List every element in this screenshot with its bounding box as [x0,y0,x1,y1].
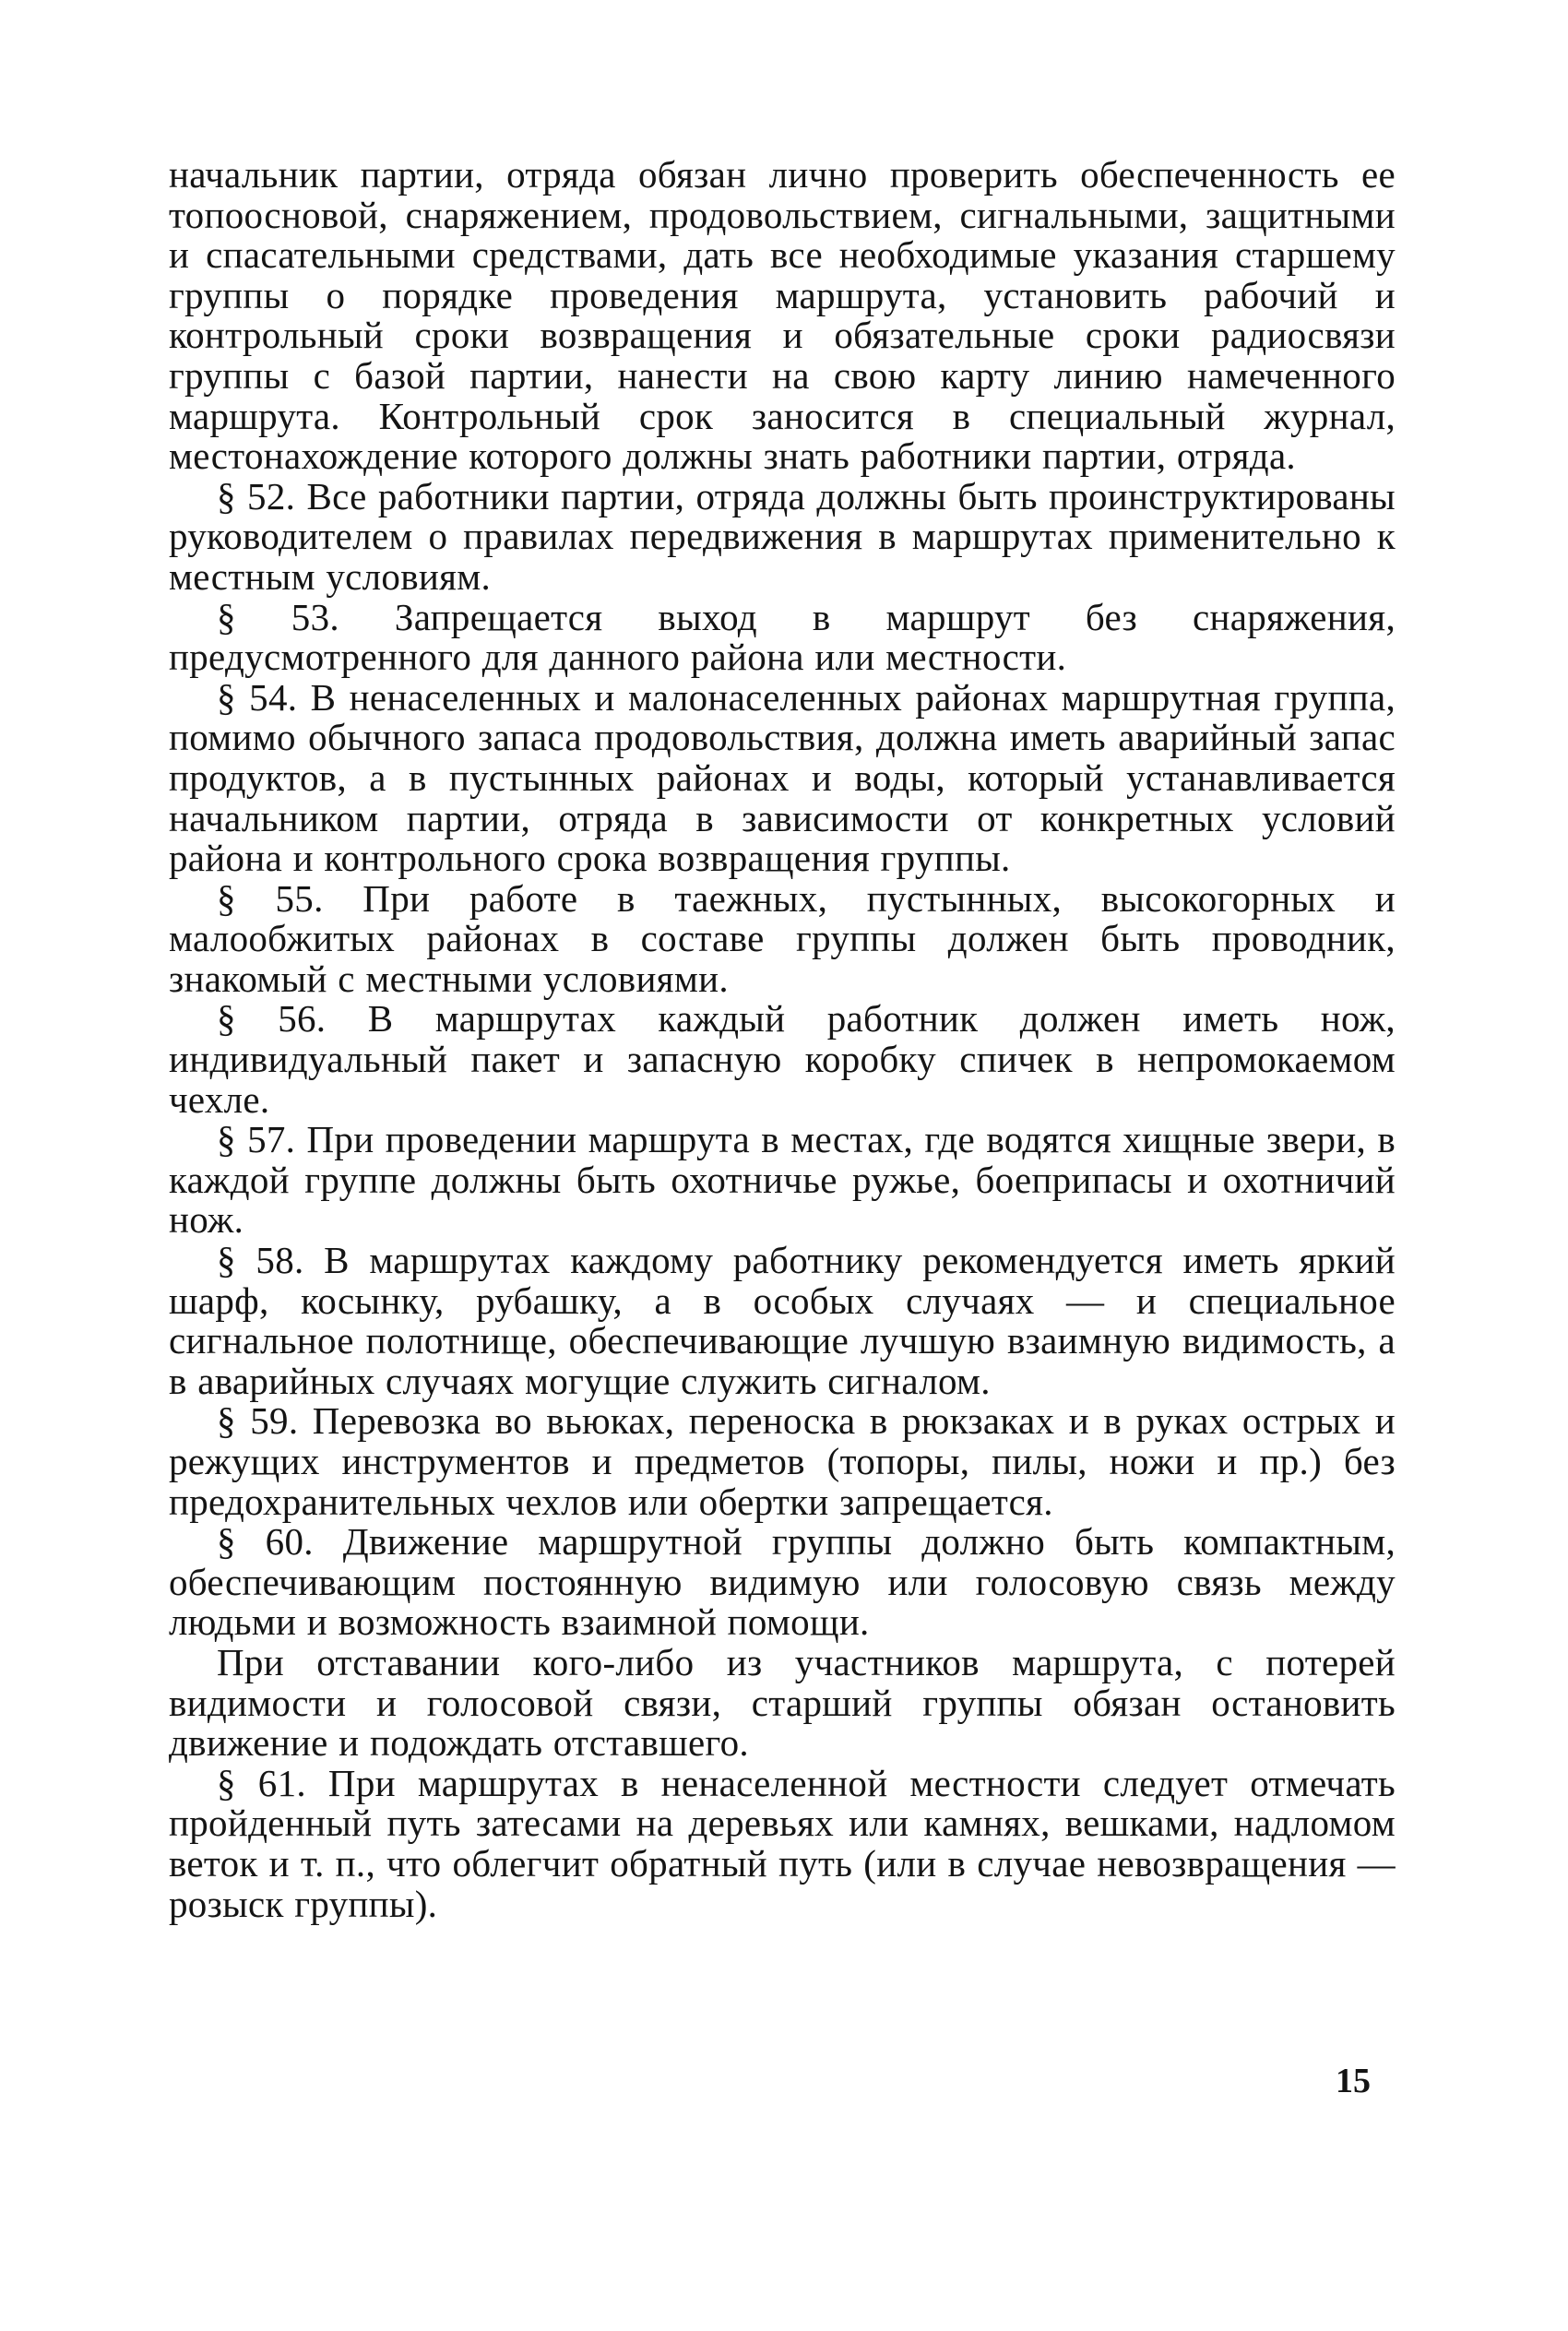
paragraph-54: § 54. В ненаселенных и малонаселенных районах маршрутная группа, помимо обычного запаса продовольствия, должна иметь аварийный запас продуктов, а в пустынных районах и воды, который устанавливается начальником партии, отряда в зависимости от конкретных условий района и контрольного срока возвращения группы. [169,675,1396,880]
paragraph-58: § 58. В маршрутах каждому работнику рекомендуется иметь яркий шарф, косынку, рубашку, а в особых случаях — и специальное сигнальное полотнище, обеспечивающие лучшую взаимную видимость, а в аварийных случаях могущие служить сигналом. [169,1239,1396,1402]
page-number: 15 [1336,2062,1371,2100]
paragraph-57: § 57. При проведении маршрута в местах, где водятся хищные звери, в каждой группе должны быть охотничье ружье, боеприпасы и охотничий нож. [169,1118,1396,1242]
paragraph-53: § 53. Запрещается выход в маршрут без снаряжения, предусмотренного для данного района или местности. [169,595,1396,679]
document-page [169,155,1396,2166]
paragraph-61: § 61. При маршрутах в ненаселенной местности следует отмечать пройденный путь затесами на деревьях или камнях, вешками, надломом веток и т. п., что облегчит обратный путь (или в случае невозвращения — розыск группы). [169,1761,1396,1925]
paragraph-52: § 52. Все работники партии, отряда должны быть проинструктированы руководителем о правилах передвижения в маршрутах применительно к местным условиям. [169,474,1396,598]
paragraph-intro: начальник партии, отряда обязан лично проверить обеспеченность ее топоосновой, снаряжением, продовольствием, сигнальными, защитными и спасательными средствами, дать все необходимые указания старшему группы о порядке проведения маршрута, установить рабочий и контрольный сроки возвращения и обязательные сроки радиосвязи группы с базой партии, нанести на свою карту линию намеченного маршрута. Контрольный срок заносится в специальный журнал, местонахождение которого должны знать работники партии, отряда. [169,153,1396,478]
paragraph-60: § 60. Движение маршрутной группы должно быть компактным, обеспечивающим постоянную видимую или голосовую связь между людьми и возможность взаимной помощи. [169,1520,1396,1644]
paragraph-56: § 56. В маршрутах каждый работник должен иметь нож, индивидуальный пакет и запасную коробку спичек в непромокаемом чехле. [169,997,1396,1121]
paragraph-55: § 55. При работе в таежных, пустынных, высокогорных и малообжитых районах в составе группы должен быть проводник, знакомый с местными условиями. [169,876,1396,1000]
paragraph-59: § 59. Перевозка во вьюках, переноска в рюкзаках и в руках острых и режущих инструментов и предметов (топоры, пилы, ножи и пр.) без предохранительных чехлов или обертки запрещается. [169,1399,1396,1523]
paragraph-60-continued: При отставании кого-либо из участников маршрута, с потерей видимости и голосовой связи, старший группы обязан остановить движение и подождать отставшего. [169,1640,1396,1765]
